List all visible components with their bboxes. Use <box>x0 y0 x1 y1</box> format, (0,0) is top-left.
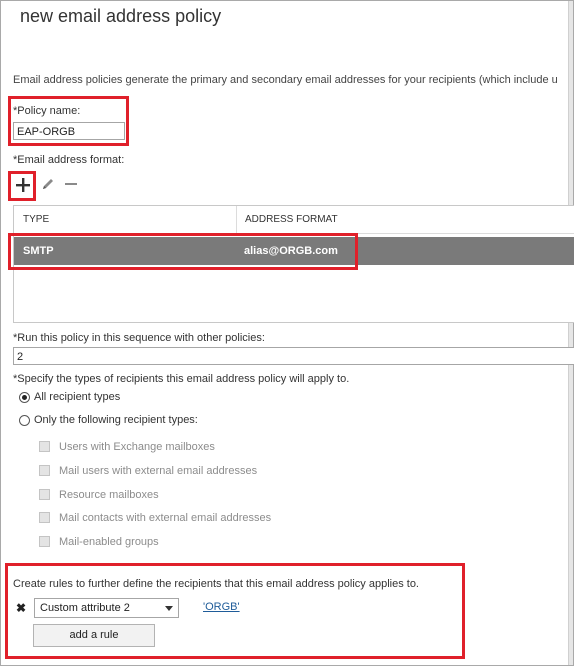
checkbox-mail-users[interactable] <box>39 465 50 476</box>
only-following-types-label: Only the following recipient types: <box>34 414 198 426</box>
email-format-label: *Email address format: <box>13 154 125 166</box>
radio-only-following-types[interactable] <box>19 415 30 426</box>
mail-contacts-label: Mail contacts with external email addresses <box>59 512 272 524</box>
close-x-icon[interactable]: ✖ <box>16 601 27 615</box>
rule-value-link[interactable]: 'ORGB' <box>203 601 240 613</box>
vertical-scrollbar[interactable] <box>568 1 573 665</box>
checkbox-mail-contacts[interactable] <box>39 512 50 523</box>
checkbox-exchange-mailboxes[interactable] <box>39 441 50 452</box>
row-type-cell: SMTP <box>23 245 54 257</box>
chevron-down-icon <box>165 606 173 611</box>
dialog-title: new email address policy <box>20 6 222 26</box>
table-header <box>14 206 574 234</box>
resource-mailboxes-label: Resource mailboxes <box>59 489 159 501</box>
email-format-table <box>13 205 574 323</box>
plus-icon[interactable] <box>13 175 33 195</box>
table-row[interactable] <box>14 237 574 265</box>
sequence-input[interactable]: 2 <box>13 347 574 365</box>
policy-name-input[interactable]: EAP-ORGB <box>13 122 125 140</box>
minus-icon[interactable] <box>62 175 80 193</box>
radio-all-recipient-types[interactable] <box>19 392 30 403</box>
exchange-mailboxes-label: Users with Exchange mailboxes <box>59 441 215 453</box>
row-address-format-cell: alias@ORGB.com <box>244 245 338 257</box>
column-divider <box>236 206 237 233</box>
sequence-label: *Run this policy in this sequence with other policies: <box>13 332 265 344</box>
policy-name-label: *Policy name: <box>13 105 81 117</box>
mail-enabled-groups-label: Mail-enabled groups <box>59 536 159 548</box>
rules-label: Create rules to further define the recipients that this email address policy applies to. <box>13 578 419 590</box>
add-rule-button[interactable]: add a rule <box>33 624 155 647</box>
all-recipient-types-label: All recipient types <box>34 391 121 403</box>
column-header-type[interactable]: TYPE <box>23 214 50 225</box>
rule-condition-value: Custom attribute 2 <box>40 602 130 614</box>
pencil-icon[interactable] <box>39 175 57 193</box>
checkbox-mail-enabled-groups[interactable] <box>39 536 50 547</box>
column-header-address-format[interactable]: ADDRESS FORMAT <box>245 214 338 225</box>
policy-description: Email address policies generate the primary and secondary email addresses for your recipients (which include u <box>13 74 558 86</box>
checkbox-resource-mailboxes[interactable] <box>39 489 50 500</box>
mail-users-label: Mail users with external email addresses <box>59 465 258 477</box>
recipient-types-label: *Specify the types of recipients this email address policy will apply to. <box>13 373 350 385</box>
rule-condition-dropdown[interactable] <box>34 598 179 618</box>
